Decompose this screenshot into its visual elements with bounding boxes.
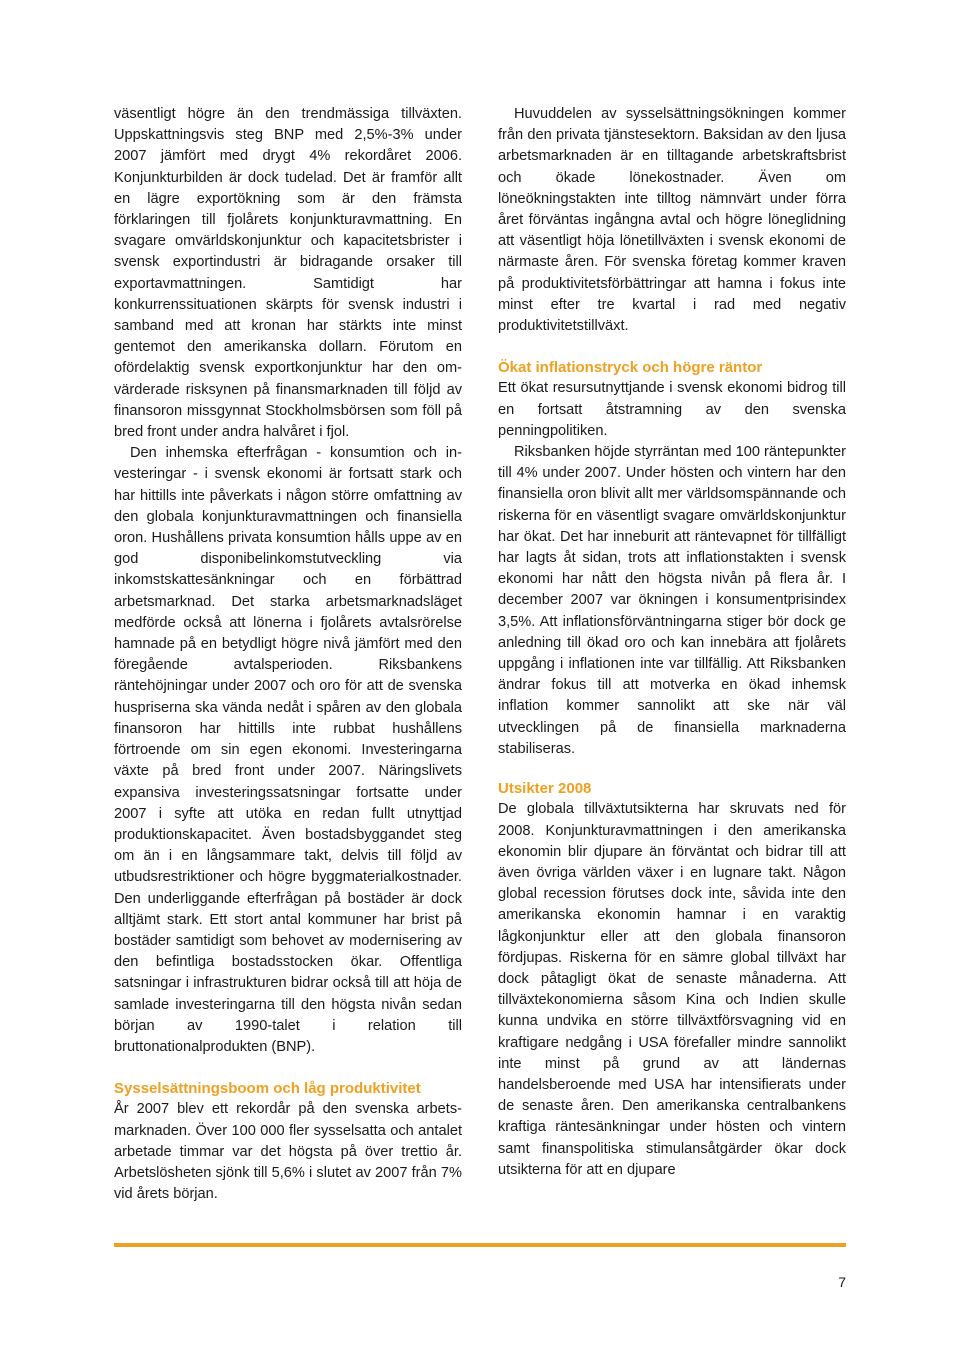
section-heading-outlook: Utsikter 2008 (498, 780, 592, 798)
right-paragraph-3: Riksbanken höjde styrräntan med 100 räntepunkter till 4% under 2007. Under hösten och vintern har den finansiella oron blivit allt mer världsomspännande och riskerna för en väsentligt svagare omvärldskonjunktur har ökat. Det har inneburit att räntevapnet för tillfälligt har lagts åt sidan, trots att inflationstakten i svensk ekonomi har nått den högsta nivån på flera år. I december 2007 var ökningen i konsumentprisindex 3,5%. Att inflationsförväntningarna stiger bör dock ge anledning till ökad oro och kan innebära att fjolårets uppgång i inflationen inte var tillfällig. Att Riksbanken ändrar fokus till att motverka en ökad inhemsk inflation kommer sannolikt att ske när väl utvecklingen på de finansiella marknaderna stabiliseras. (498, 444, 846, 757)
right-paragraph-4: De globala tillväxtutsikterna har skruvats ned för 2008. Konjunkturavmattningen i den amerikanska ekonomin blir djupare än förväntat och bidrar till att även övriga världen växer i en lugnare takt. Någon global recession förutses dock inte, såvida inte den amerikanska ekonomin hamnar i en varaktig lågkonjunktur eller att den globala finansoron fördjupas. Riskerna för en sämre global tillväxt har dock påtagligt ökat de senaste månaderna. Att tillväxtekonomierna såsom Kina och Indien skulle kunna undvika en större tillväxtförsvagning vid en kraftigare nedgång i USA förefaller mindre sannolikt inte minst på grund av att ländernas handelsberoende med USA har intensifierats under de senaste åren. Den amerikanska centralbankens kraftiga räntesänkningar under hösten och vintern samt finanspolitiska stimulansåtgärder ökar dock utsikterna för att en djupare (498, 801, 846, 1178)
left-paragraph-3: År 2007 blev ett rekordår på den svenska arbetsmarknaden. Över 100 000 fler sysselsatta och antalet arbetade timmar var det högsta på över trettio år. Arbetslösheten sjönk till 5,6% i slutet av 2007 från 7% vid årets början. (114, 1101, 462, 1203)
section-heading-inflation: Ökat inflationstryck och högre räntor (498, 359, 763, 377)
section-heading-employment: Sysselsättningsboom och låg produktivitet (114, 1080, 421, 1098)
right-column (498, 104, 846, 1181)
page-number: 7 (838, 1274, 846, 1290)
right-paragraph-1: Huvuddelen av sysselsättningsökningen kommer från den privata tjänstesektorn. Baksidan av den ljusa arbetsmarknaden är en tilltagande arbetskraftsbrist och ökade lönekostnader. Även om löneökningstakten inte tilltog nämnvärt under förra året förväntas ingångna avtal och högre löneglidning att väsentligt höja lönetillväxten i svensk ekonomi de närmaste åren. För svenska företag kommer kraven på produktivitetsförbättringar att hamna i fokus inte minst efter tre kvartal i rad med negativ produktivitetstillväxt. (498, 106, 846, 335)
left-paragraph-1: väsentligt högre än den trendmässiga tillväxten. Uppskattningsvis steg BNP med 2,5%-3% under 2007 jämfört med drygt 4% rekordåret 2006. Konjunkturbilden är dock tudelad. Det är framför allt en lägre exportökning som är den främsta förklaringen till fjolårets konjunkturavmattning. En svagare omvärldskonjunktur och kapacitetsbrister i svensk exportindustri är bidragande orsaker till exportavmattningen. Samtidigt har konkurrenssituationen skärpts för svensk industri i samband med att kronan har stärkts inte minst gentemot den amerikanska dollarn. Förutom en ofördelaktig svensk exportkonjunktur har den omvärderade risksynen på finansmarknaden till följd av finansoron missgynnat Stockholmsbörsen som föll på bred front under andra halvåret i fjol. (114, 106, 462, 441)
right-paragraph-2: Ett ökat resursutnyttjande i svensk ekonomi bidrog till en fortsatt åtstramning av den svenska penningpolitiken. (498, 380, 846, 439)
footer-divider (114, 1243, 846, 1247)
left-column (114, 104, 462, 1205)
left-paragraph-2: Den inhemska efterfrågan - konsumtion och investeringar - i svensk ekonomi är fortsatt stark och har hittills inte påverkats i någon större omfattning av den globala konjunkturavmattningen och finansiella oron. Hushållens privata konsumtion hålls uppe av en god disponibelinkomstutveckling via inkomstskattesänkningar och en förbättrad arbetsmarknad. Det starka arbetsmarknadsläget medförde också att lönerna i fjolårets avtalsrörelse hamnade på en betydligt högre nivå jämfört med den föregående avtalsperioden. Riksbankens räntehöjningar under 2007 och oro för att de svenska huspriserna ska vända nedåt i spåren av den globala finansoron har hittills inte rubbat hushållens förtroende om sin egen ekonomi. Investeringarna växte på bred front under 2007. Näringslivets expansiva investeringssatsningar fortsatte under 2007 i syfte att utöka en redan fullt utnyttjad produktionskapacitet. Även bostadsbyggandet steg om än i en långsammare takt, delvis till följd av utbudsrestriktioner och högre byggmaterialkostnader. Den underliggande efterfrågan på bostäder är dock alltjämt stark. Ett stort antal kommuner har brist på bostäder samtidigt som behovet av modernisering av den befintliga bostadsstocken ökar. Offentliga satsningar i infrastrukturen bidrar också till att höja de samlade investeringarna till den högsta nivån sedan början av 1990-talet i relation till bruttonationalprodukten (BNP). (114, 445, 462, 1055)
